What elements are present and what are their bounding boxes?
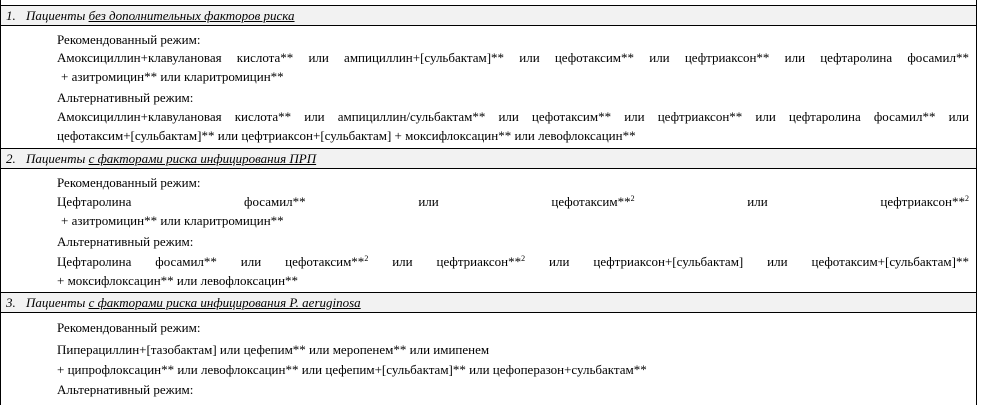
section-title-prefix: Пациенты [26, 8, 89, 23]
recommended-line-1: Цефтаролина фосамил** или цефотаксим**$^2$ или цефтриаксон**$^2$ [57, 194, 969, 209]
section-number: 3. [6, 295, 16, 310]
recommended-line-1: Пиперациллин+[тазобактам] или цефепим** или меропенем** или имипенем [57, 342, 490, 357]
alternative-line-2: + моксифлоксацин** или левофлоксацин** [57, 273, 299, 288]
recommended-line-2: + ципрофлоксацин** или левофлоксацин** или цефепим+[сульбактам]** или цефоперазон+сульбактам** [57, 362, 647, 377]
section-title-underlined: без дополнительных факторов риска [88, 8, 295, 23]
recommended-line-2: + азитромицин** или кларитромицин** [61, 213, 284, 228]
recommended-line-1: Амоксициллин+клавулановая кислота** или ампициллин+[сульбактам]** или цефотаксим** или цефтриаксон** или цефтаролина фосамил** [57, 50, 969, 65]
section-title-underlined: с факторами риска инфицирования [88, 295, 290, 310]
recommended-label: Рекомендованный режим: [57, 320, 201, 335]
section-1-header [1, 5, 976, 26]
alternative-label: Альтернативный режим: [57, 234, 194, 249]
section-number: 1. [6, 8, 16, 23]
section-number: 2. [6, 151, 16, 166]
alternative-line-1: Цефтаролина фосамил** или цефотаксим**$^2$ или цефтриаксон**$^2$ или цефтриаксон+[сульбактам] или цефотаксим+[сульбактам]** [57, 254, 969, 269]
section-title-organism: P. aeruginosa [289, 295, 361, 310]
alternative-line-1: Амоксициллин+клавулановая кислота** или ампициллин/сульбактам** или цефотаксим** или цефтриаксон** или цефтаролина фосамил** или [57, 109, 969, 124]
section-3-header [1, 292, 976, 313]
section-title-underlined: с факторами риска инфицирования ПРП [88, 151, 317, 166]
section-title-prefix: Пациенты [26, 151, 89, 166]
section-2-header [1, 148, 976, 169]
alternative-label: Альтернативный режим: [57, 382, 194, 397]
alternative-label: Альтернативный режим: [57, 90, 194, 105]
recommended-line-2: + азитромицин** или кларитромицин** [61, 69, 284, 84]
alternative-line-2: цефотаксим+[сульбактам]** или цефтриаксон+[сульбактам] + моксифлоксацин** или левофлоксацин** [57, 128, 636, 143]
recommended-label: Рекомендованный режим: [57, 175, 201, 190]
section-title-prefix: Пациенты [26, 295, 89, 310]
recommended-label: Рекомендованный режим: [57, 32, 201, 47]
